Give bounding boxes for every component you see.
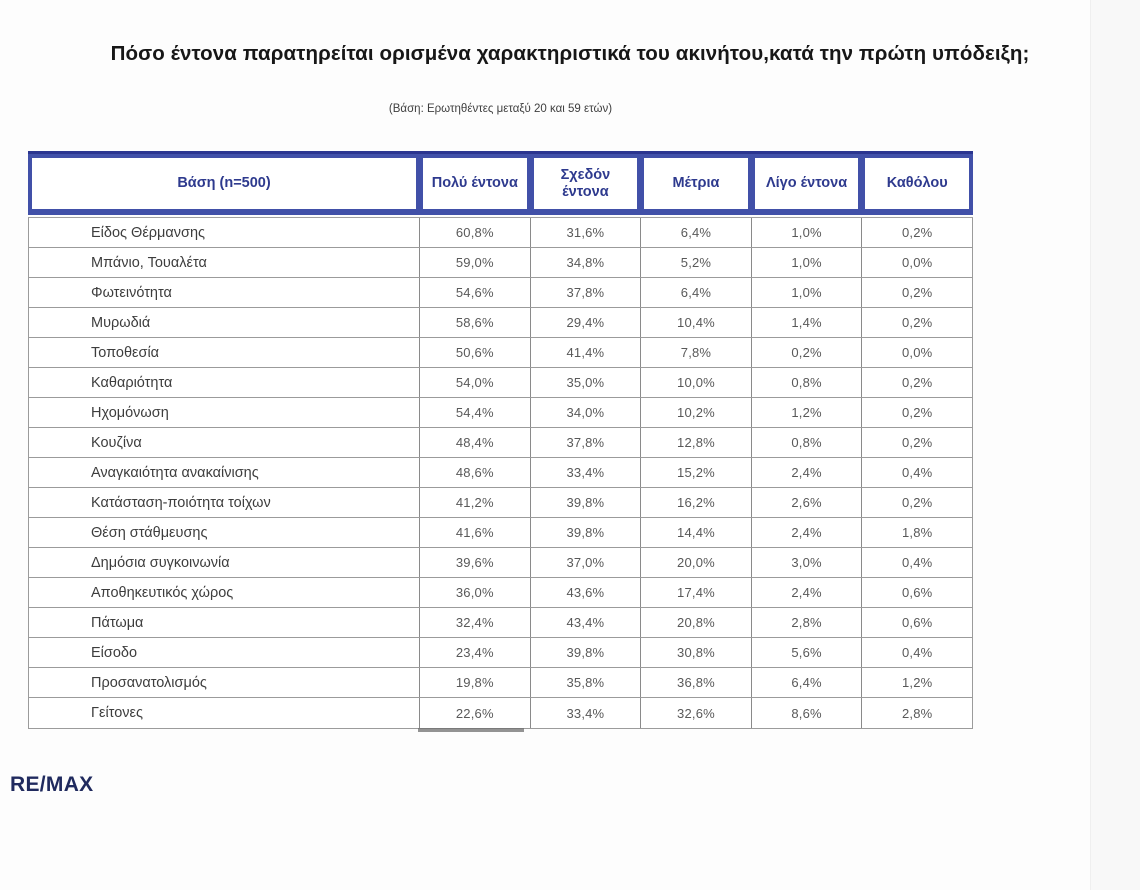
row-value: 0,4%	[861, 458, 972, 487]
row-value: 14,4%	[640, 518, 751, 547]
row-value: 2,6%	[751, 488, 862, 517]
row-label: Τοποθεσία	[91, 344, 160, 361]
row-value: 39,8%	[530, 518, 641, 547]
header-cell-not-at-all: Καθόλου	[865, 158, 969, 209]
row-value: 58,6%	[419, 308, 530, 337]
row-value: 2,4%	[751, 518, 862, 547]
results-table	[28, 151, 973, 729]
row-value: 39,8%	[530, 638, 641, 667]
table-row	[29, 338, 972, 368]
row-value: 1,8%	[861, 518, 972, 547]
background-strip	[1090, 0, 1140, 890]
row-value: 1,0%	[751, 218, 862, 247]
row-label: Μπάνιο, Τουαλέτα	[91, 254, 207, 271]
row-label: Πάτωμα	[91, 614, 144, 631]
row-value: 32,6%	[640, 698, 751, 728]
row-label: Προσανατολισμός	[91, 674, 207, 691]
row-label: Θέση στάθμευσης	[91, 524, 208, 541]
row-value: 34,8%	[530, 248, 641, 277]
row-label: Γείτονες	[91, 705, 143, 721]
row-value: 1,2%	[751, 398, 862, 427]
row-value: 0,2%	[861, 368, 972, 397]
row-value: 35,0%	[530, 368, 641, 397]
row-value: 37,8%	[530, 278, 641, 307]
row-value: 33,4%	[530, 458, 641, 487]
table-body	[28, 217, 973, 729]
row-value: 2,8%	[861, 698, 972, 728]
row-value: 36,8%	[640, 668, 751, 697]
row-value: 6,4%	[640, 218, 751, 247]
row-value: 50,6%	[419, 338, 530, 367]
row-value: 20,8%	[640, 608, 751, 637]
row-value: 3,0%	[751, 548, 862, 577]
row-value: 12,8%	[640, 428, 751, 457]
row-value: 35,8%	[530, 668, 641, 697]
header-cell-almost-intense: Σχεδόν έντονα	[534, 158, 638, 209]
row-value: 33,4%	[530, 698, 641, 728]
page-title: Πόσο έντονα παρατηρείται ορισμένα χαρακτηριστικά του ακινήτου,κατά την πρώτη υπόδειξη;	[110, 42, 1030, 65]
row-value: 10,2%	[640, 398, 751, 427]
table-row	[29, 398, 972, 428]
row-value: 5,2%	[640, 248, 751, 277]
row-value: 19,8%	[419, 668, 530, 697]
row-value: 48,6%	[419, 458, 530, 487]
row-value: 0,8%	[751, 428, 862, 457]
row-value: 2,4%	[751, 578, 862, 607]
row-label: Κατάσταση-ποιότητα τοίχων	[91, 494, 271, 511]
header-cell-base: Βάση (n=500)	[32, 158, 416, 209]
row-value: 34,0%	[530, 398, 641, 427]
row-label: Είδος Θέρμανσης	[91, 224, 206, 241]
row-label: Φωτεινότητα	[91, 284, 172, 301]
row-value: 0,8%	[751, 368, 862, 397]
row-value: 0,4%	[861, 638, 972, 667]
row-value: 41,4%	[530, 338, 641, 367]
table-row	[29, 458, 972, 488]
table-row	[29, 248, 972, 278]
row-value: 37,8%	[530, 428, 641, 457]
row-value: 1,0%	[751, 248, 862, 277]
row-label: Ηχομόνωση	[91, 404, 169, 421]
row-label: Αναγκαιότητα ανακαίνισης	[91, 464, 259, 481]
table-row	[29, 368, 972, 398]
table-row	[29, 638, 972, 668]
row-value: 0,0%	[861, 248, 972, 277]
row-value: 0,6%	[861, 578, 972, 607]
row-value: 0,2%	[861, 308, 972, 337]
row-label: Κουζίνα	[91, 434, 142, 451]
row-value: 0,0%	[861, 338, 972, 367]
row-value: 39,6%	[419, 548, 530, 577]
row-value: 0,2%	[861, 488, 972, 517]
table-row	[29, 698, 972, 728]
row-value: 2,8%	[751, 608, 862, 637]
row-value: 7,8%	[640, 338, 751, 367]
row-value: 23,4%	[419, 638, 530, 667]
table-bottom-shadow	[418, 728, 524, 732]
base-note: (Βάση: Ερωτηθέντες μεταξύ 20 και 59 ετών)	[388, 103, 613, 115]
row-value: 0,2%	[861, 398, 972, 427]
row-value: 36,0%	[419, 578, 530, 607]
row-value: 5,6%	[751, 638, 862, 667]
header-cell-slightly-intense: Λίγο έντονα	[755, 158, 859, 209]
row-value: 54,6%	[419, 278, 530, 307]
row-value: 31,6%	[530, 218, 641, 247]
row-label: Είσοδο	[91, 644, 138, 661]
row-value: 1,0%	[751, 278, 862, 307]
table-row	[29, 428, 972, 458]
row-value: 54,4%	[419, 398, 530, 427]
row-label: Καθαριότητα	[91, 374, 173, 391]
table-row	[29, 578, 972, 608]
header-cell-moderate: Μέτρια	[644, 158, 748, 209]
row-value: 37,0%	[530, 548, 641, 577]
table-row	[29, 488, 972, 518]
row-value: 20,0%	[640, 548, 751, 577]
row-value: 30,8%	[640, 638, 751, 667]
row-value: 48,4%	[419, 428, 530, 457]
table-row	[29, 278, 972, 308]
table-row	[29, 308, 972, 338]
row-value: 59,0%	[419, 248, 530, 277]
table-row	[29, 548, 972, 578]
row-value: 41,2%	[419, 488, 530, 517]
row-value: 22,6%	[419, 698, 530, 728]
row-value: 10,4%	[640, 308, 751, 337]
row-value: 43,4%	[530, 608, 641, 637]
row-label: Δημόσια συγκοινωνία	[91, 554, 230, 571]
row-value: 16,2%	[640, 488, 751, 517]
row-value: 0,4%	[861, 548, 972, 577]
table-header-row	[28, 151, 973, 215]
row-value: 60,8%	[419, 218, 530, 247]
row-value: 15,2%	[640, 458, 751, 487]
table-row	[29, 668, 972, 698]
row-value: 41,6%	[419, 518, 530, 547]
row-value: 0,2%	[861, 428, 972, 457]
header-cell-very-intense: Πολύ έντονα	[423, 158, 527, 209]
table-row	[29, 518, 972, 548]
row-value: 8,6%	[751, 698, 862, 728]
row-value: 0,6%	[861, 608, 972, 637]
row-value: 1,2%	[861, 668, 972, 697]
row-label: Μυρωδιά	[91, 314, 151, 331]
row-value: 0,2%	[861, 278, 972, 307]
table-row	[29, 608, 972, 638]
row-value: 10,0%	[640, 368, 751, 397]
table-row	[29, 218, 972, 248]
row-value: 39,8%	[530, 488, 641, 517]
row-value: 54,0%	[419, 368, 530, 397]
row-value: 0,2%	[751, 338, 862, 367]
row-value: 6,4%	[751, 668, 862, 697]
row-value: 6,4%	[640, 278, 751, 307]
row-value: 17,4%	[640, 578, 751, 607]
row-value: 29,4%	[530, 308, 641, 337]
row-value: 1,4%	[751, 308, 862, 337]
row-value: 43,6%	[530, 578, 641, 607]
row-value: 0,2%	[861, 218, 972, 247]
remax-logo-text: RE/MAX	[10, 773, 94, 796]
row-label: Αποθηκευτικός χώρος	[91, 584, 234, 601]
row-value: 2,4%	[751, 458, 862, 487]
row-value: 32,4%	[419, 608, 530, 637]
